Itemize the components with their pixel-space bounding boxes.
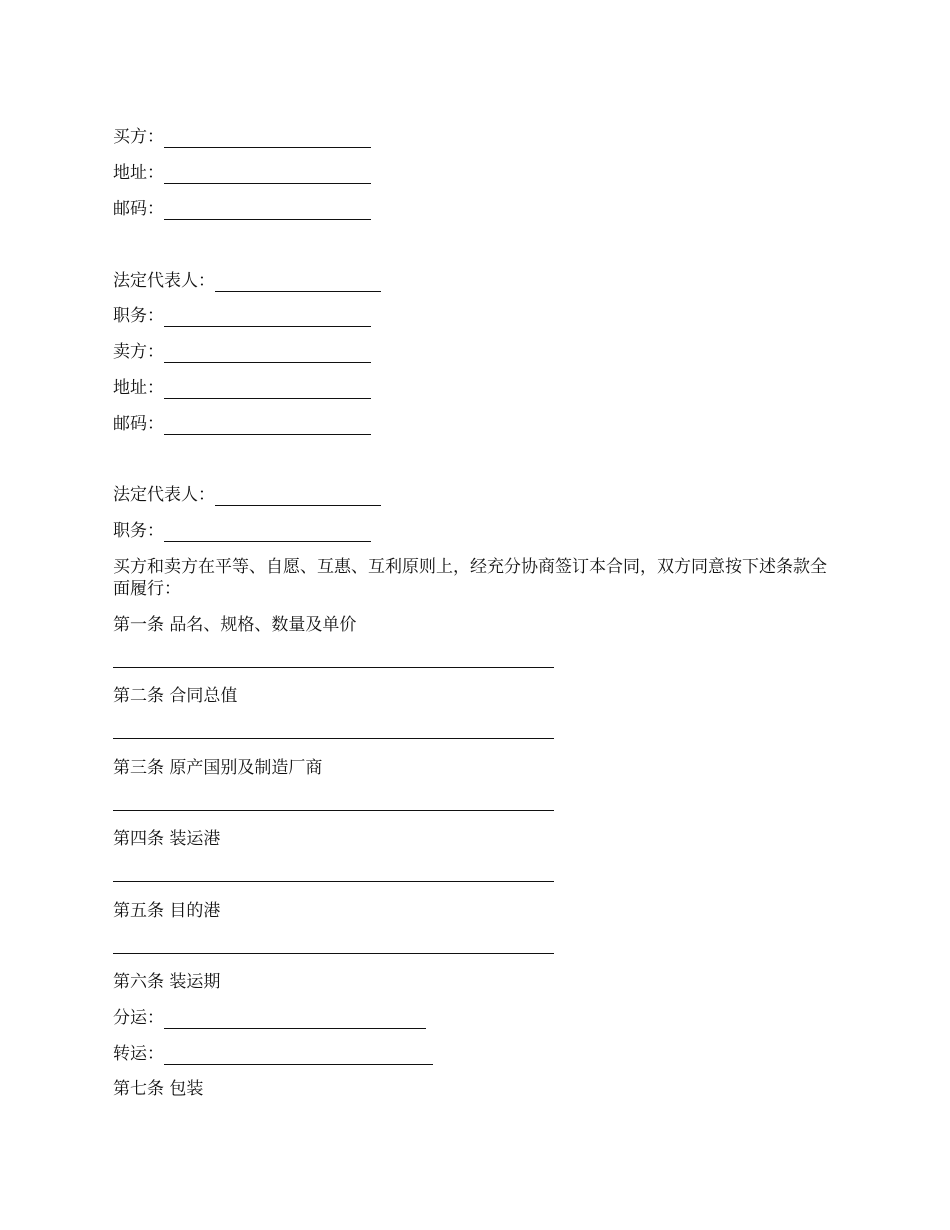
buyer-name-label: 买方： xyxy=(113,127,164,147)
article-1-heading: 第一条 品名、规格、数量及单价 xyxy=(113,615,357,635)
partial-shipment-row xyxy=(113,1007,426,1029)
intro-paragraph: 买方和卖方在平等、自愿、互惠、互利原则上，经充分协商签订本合同，双方同意按下述条款全面履行： xyxy=(113,557,827,599)
article-6-heading: 第六条 装运期 xyxy=(113,972,221,992)
buyer-postcode-row xyxy=(113,198,371,220)
buyer-title-label: 职务： xyxy=(113,306,164,326)
seller-name-row xyxy=(113,341,371,363)
transshipment-row xyxy=(113,1043,433,1065)
seller-postcode-blank[interactable] xyxy=(164,416,371,435)
buyer-name-blank[interactable] xyxy=(164,129,371,148)
article-2-heading: 第二条 合同总值 xyxy=(113,686,238,706)
seller-rep-row xyxy=(113,484,381,506)
buyer-postcode-blank[interactable] xyxy=(164,201,371,220)
seller-address-blank[interactable] xyxy=(164,380,371,399)
buyer-address-row xyxy=(113,162,371,184)
buyer-name-row xyxy=(113,126,371,148)
buyer-rep-label: 法定代表人： xyxy=(113,271,215,291)
seller-rep-label: 法定代表人： xyxy=(113,485,215,505)
partial-shipment-blank[interactable] xyxy=(164,1010,426,1029)
buyer-postcode-label: 邮码： xyxy=(113,199,164,219)
seller-postcode-row xyxy=(113,413,371,435)
seller-name-blank[interactable] xyxy=(164,344,371,363)
buyer-address-label: 地址： xyxy=(113,163,164,183)
buyer-title-row xyxy=(113,305,371,327)
transshipment-label: 转运： xyxy=(113,1044,164,1064)
seller-title-blank[interactable] xyxy=(164,523,371,542)
article-3-heading: 第三条 原产国别及制造厂商 xyxy=(113,758,323,778)
article-4-heading: 第四条 装运港 xyxy=(113,829,221,849)
seller-address-label: 地址： xyxy=(113,378,164,398)
article-1-blank[interactable] xyxy=(113,667,554,668)
buyer-rep-blank[interactable] xyxy=(215,273,381,292)
buyer-rep-row xyxy=(113,270,381,292)
article-5-heading: 第五条 目的港 xyxy=(113,901,221,921)
buyer-title-blank[interactable] xyxy=(164,308,371,327)
buyer-address-blank[interactable] xyxy=(164,165,371,184)
seller-rep-blank[interactable] xyxy=(215,487,381,506)
seller-name-label: 卖方： xyxy=(113,342,164,362)
seller-title-row xyxy=(113,520,371,542)
partial-shipment-label: 分运： xyxy=(113,1008,164,1028)
seller-address-row xyxy=(113,377,371,399)
transshipment-blank[interactable] xyxy=(164,1046,433,1065)
article-4-blank[interactable] xyxy=(113,881,554,882)
article-7-heading: 第七条 包装 xyxy=(113,1079,204,1099)
seller-postcode-label: 邮码： xyxy=(113,414,164,434)
article-5-blank[interactable] xyxy=(113,953,554,954)
seller-title-label: 职务： xyxy=(113,521,164,541)
article-2-blank[interactable] xyxy=(113,738,554,739)
article-3-blank[interactable] xyxy=(113,810,554,811)
